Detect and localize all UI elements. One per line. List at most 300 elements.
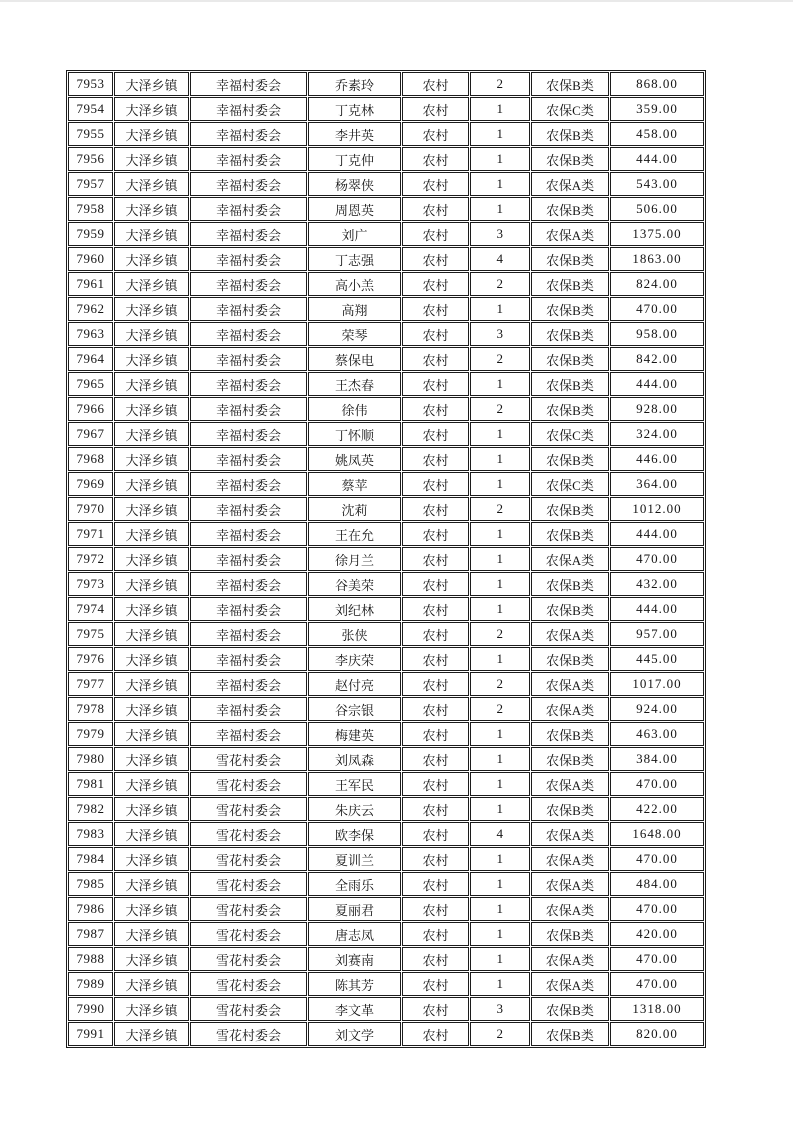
table-row xyxy=(68,522,704,546)
benefits-table-body xyxy=(68,72,704,1046)
cell-amount: 470.00 xyxy=(610,947,704,971)
cell-name: 李庆荣 xyxy=(308,647,401,671)
cell-count: 3 xyxy=(470,322,530,346)
cell-village: 幸福村委会 xyxy=(190,397,307,421)
cell-amount: 820.00 xyxy=(610,1022,704,1046)
cell-town: 大泽乡镇 xyxy=(114,397,189,421)
cell-village: 幸福村委会 xyxy=(190,422,307,446)
table-row xyxy=(68,347,704,371)
cell-village: 幸福村委会 xyxy=(190,447,307,471)
cell-amount: 445.00 xyxy=(610,647,704,671)
cell-amount: 384.00 xyxy=(610,747,704,771)
cell-count: 1 xyxy=(470,797,530,821)
cell-village: 幸福村委会 xyxy=(190,297,307,321)
cell-category: 农村 xyxy=(402,222,469,246)
cell-name: 李文革 xyxy=(308,997,401,1021)
cell-category: 农村 xyxy=(402,372,469,396)
cell-category: 农村 xyxy=(402,497,469,521)
cell-village: 雪花村委会 xyxy=(190,972,307,996)
table-row xyxy=(68,997,704,1021)
cell-insurance: 农保B类 xyxy=(531,322,609,346)
cell-amount: 924.00 xyxy=(610,697,704,721)
cell-name: 刘赛南 xyxy=(308,947,401,971)
cell-town: 大泽乡镇 xyxy=(114,372,189,396)
cell-name: 李井英 xyxy=(308,122,401,146)
cell-village: 雪花村委会 xyxy=(190,797,307,821)
table-row xyxy=(68,597,704,621)
cell-insurance: 农保B类 xyxy=(531,447,609,471)
cell-count: 1 xyxy=(470,197,530,221)
cell-category: 农村 xyxy=(402,297,469,321)
cell-id: 7979 xyxy=(68,722,113,746)
cell-count: 3 xyxy=(470,222,530,246)
cell-insurance: 农保B类 xyxy=(531,722,609,746)
cell-count: 2 xyxy=(470,272,530,296)
table-row xyxy=(68,172,704,196)
cell-amount: 444.00 xyxy=(610,597,704,621)
cell-amount: 422.00 xyxy=(610,797,704,821)
cell-insurance: 农保C类 xyxy=(531,422,609,446)
cell-id: 7975 xyxy=(68,622,113,646)
cell-town: 大泽乡镇 xyxy=(114,347,189,371)
cell-count: 1 xyxy=(470,422,530,446)
cell-town: 大泽乡镇 xyxy=(114,147,189,171)
table-row xyxy=(68,497,704,521)
cell-name: 夏丽君 xyxy=(308,897,401,921)
cell-town: 大泽乡镇 xyxy=(114,72,189,96)
cell-village: 幸福村委会 xyxy=(190,172,307,196)
cell-name: 丁怀顺 xyxy=(308,422,401,446)
cell-category: 农村 xyxy=(402,272,469,296)
cell-village: 幸福村委会 xyxy=(190,122,307,146)
table-row xyxy=(68,922,704,946)
cell-category: 农村 xyxy=(402,772,469,796)
table-row xyxy=(68,147,704,171)
cell-village: 幸福村委会 xyxy=(190,197,307,221)
cell-insurance: 农保B类 xyxy=(531,497,609,521)
cell-town: 大泽乡镇 xyxy=(114,422,189,446)
cell-insurance: 农保B类 xyxy=(531,197,609,221)
table-row xyxy=(68,572,704,596)
cell-name: 陈其芳 xyxy=(308,972,401,996)
cell-amount: 543.00 xyxy=(610,172,704,196)
cell-town: 大泽乡镇 xyxy=(114,597,189,621)
cell-category: 农村 xyxy=(402,322,469,346)
cell-id: 7988 xyxy=(68,947,113,971)
cell-id: 7968 xyxy=(68,447,113,471)
cell-insurance: 农保A类 xyxy=(531,772,609,796)
cell-category: 农村 xyxy=(402,997,469,1021)
cell-count: 1 xyxy=(470,522,530,546)
cell-village: 雪花村委会 xyxy=(190,947,307,971)
table-row xyxy=(68,422,704,446)
cell-category: 农村 xyxy=(402,672,469,696)
cell-id: 7981 xyxy=(68,772,113,796)
cell-insurance: 农保B类 xyxy=(531,1022,609,1046)
cell-town: 大泽乡镇 xyxy=(114,747,189,771)
cell-category: 农村 xyxy=(402,797,469,821)
cell-id: 7954 xyxy=(68,97,113,121)
cell-town: 大泽乡镇 xyxy=(114,922,189,946)
table-row xyxy=(68,672,704,696)
cell-id: 7959 xyxy=(68,222,113,246)
cell-town: 大泽乡镇 xyxy=(114,447,189,471)
cell-name: 刘文学 xyxy=(308,1022,401,1046)
cell-name: 丁克林 xyxy=(308,97,401,121)
cell-count: 2 xyxy=(470,497,530,521)
cell-amount: 359.00 xyxy=(610,97,704,121)
cell-name: 周恩英 xyxy=(308,197,401,221)
cell-name: 谷美荣 xyxy=(308,572,401,596)
cell-insurance: 农保B类 xyxy=(531,247,609,271)
cell-village: 幸福村委会 xyxy=(190,672,307,696)
cell-amount: 324.00 xyxy=(610,422,704,446)
cell-category: 农村 xyxy=(402,722,469,746)
cell-amount: 842.00 xyxy=(610,347,704,371)
cell-id: 7974 xyxy=(68,597,113,621)
cell-count: 2 xyxy=(470,397,530,421)
table-row xyxy=(68,547,704,571)
cell-amount: 470.00 xyxy=(610,297,704,321)
cell-insurance: 农保A类 xyxy=(531,847,609,871)
cell-name: 高小羔 xyxy=(308,272,401,296)
cell-village: 雪花村委会 xyxy=(190,872,307,896)
cell-town: 大泽乡镇 xyxy=(114,672,189,696)
cell-name: 蔡苹 xyxy=(308,472,401,496)
cell-count: 1 xyxy=(470,597,530,621)
cell-village: 幸福村委会 xyxy=(190,497,307,521)
cell-count: 1 xyxy=(470,172,530,196)
cell-town: 大泽乡镇 xyxy=(114,722,189,746)
cell-category: 农村 xyxy=(402,1022,469,1046)
cell-amount: 958.00 xyxy=(610,322,704,346)
cell-village: 雪花村委会 xyxy=(190,822,307,846)
cell-insurance: 农保B类 xyxy=(531,797,609,821)
cell-count: 4 xyxy=(470,247,530,271)
cell-village: 幸福村委会 xyxy=(190,647,307,671)
cell-category: 农村 xyxy=(402,347,469,371)
cell-town: 大泽乡镇 xyxy=(114,622,189,646)
cell-insurance: 农保A类 xyxy=(531,622,609,646)
cell-village: 幸福村委会 xyxy=(190,722,307,746)
cell-insurance: 农保A类 xyxy=(531,222,609,246)
cell-village: 雪花村委会 xyxy=(190,1022,307,1046)
table-row xyxy=(68,97,704,121)
cell-category: 农村 xyxy=(402,897,469,921)
cell-id: 7990 xyxy=(68,997,113,1021)
page-top-edge xyxy=(0,0,793,2)
cell-count: 1 xyxy=(470,922,530,946)
cell-village: 幸福村委会 xyxy=(190,247,307,271)
table-row xyxy=(68,747,704,771)
table-row xyxy=(68,197,704,221)
cell-count: 1 xyxy=(470,122,530,146)
table-row xyxy=(68,372,704,396)
cell-village: 幸福村委会 xyxy=(190,472,307,496)
cell-name: 刘凤森 xyxy=(308,747,401,771)
cell-insurance: 农保B类 xyxy=(531,347,609,371)
cell-town: 大泽乡镇 xyxy=(114,322,189,346)
cell-id: 7953 xyxy=(68,72,113,96)
cell-town: 大泽乡镇 xyxy=(114,572,189,596)
table-row xyxy=(68,472,704,496)
cell-id: 7973 xyxy=(68,572,113,596)
cell-count: 2 xyxy=(470,72,530,96)
cell-insurance: 农保A类 xyxy=(531,822,609,846)
cell-name: 梅建英 xyxy=(308,722,401,746)
cell-village: 幸福村委会 xyxy=(190,572,307,596)
cell-id: 7985 xyxy=(68,872,113,896)
cell-name: 王杰春 xyxy=(308,372,401,396)
cell-count: 1 xyxy=(470,947,530,971)
cell-category: 农村 xyxy=(402,922,469,946)
cell-insurance: 农保B类 xyxy=(531,72,609,96)
cell-count: 1 xyxy=(470,972,530,996)
cell-id: 7956 xyxy=(68,147,113,171)
cell-insurance: 农保C类 xyxy=(531,97,609,121)
cell-town: 大泽乡镇 xyxy=(114,222,189,246)
cell-town: 大泽乡镇 xyxy=(114,997,189,1021)
cell-category: 农村 xyxy=(402,547,469,571)
table-row xyxy=(68,722,704,746)
table-row xyxy=(68,322,704,346)
cell-amount: 1648.00 xyxy=(610,822,704,846)
cell-village: 幸福村委会 xyxy=(190,97,307,121)
cell-name: 徐月兰 xyxy=(308,547,401,571)
cell-count: 1 xyxy=(470,147,530,171)
table-row xyxy=(68,897,704,921)
cell-amount: 484.00 xyxy=(610,872,704,896)
cell-name: 乔素玲 xyxy=(308,72,401,96)
cell-town: 大泽乡镇 xyxy=(114,172,189,196)
cell-count: 2 xyxy=(470,697,530,721)
cell-id: 7970 xyxy=(68,497,113,521)
cell-amount: 446.00 xyxy=(610,447,704,471)
cell-count: 1 xyxy=(470,472,530,496)
cell-count: 1 xyxy=(470,372,530,396)
cell-insurance: 农保B类 xyxy=(531,747,609,771)
cell-category: 农村 xyxy=(402,847,469,871)
cell-amount: 506.00 xyxy=(610,197,704,221)
cell-name: 丁志强 xyxy=(308,247,401,271)
cell-count: 2 xyxy=(470,1022,530,1046)
cell-id: 7984 xyxy=(68,847,113,871)
cell-count: 1 xyxy=(470,572,530,596)
benefits-table xyxy=(66,70,706,1048)
cell-village: 幸福村委会 xyxy=(190,72,307,96)
table-row xyxy=(68,697,704,721)
cell-id: 7991 xyxy=(68,1022,113,1046)
cell-category: 农村 xyxy=(402,572,469,596)
cell-town: 大泽乡镇 xyxy=(114,497,189,521)
cell-amount: 420.00 xyxy=(610,922,704,946)
cell-category: 农村 xyxy=(402,647,469,671)
cell-village: 幸福村委会 xyxy=(190,322,307,346)
cell-id: 7962 xyxy=(68,297,113,321)
cell-village: 雪花村委会 xyxy=(190,772,307,796)
cell-insurance: 农保B类 xyxy=(531,647,609,671)
cell-amount: 444.00 xyxy=(610,522,704,546)
cell-insurance: 农保C类 xyxy=(531,472,609,496)
cell-amount: 458.00 xyxy=(610,122,704,146)
cell-name: 姚凤英 xyxy=(308,447,401,471)
cell-town: 大泽乡镇 xyxy=(114,972,189,996)
cell-town: 大泽乡镇 xyxy=(114,272,189,296)
cell-amount: 364.00 xyxy=(610,472,704,496)
cell-village: 幸福村委会 xyxy=(190,272,307,296)
cell-id: 7966 xyxy=(68,397,113,421)
cell-amount: 824.00 xyxy=(610,272,704,296)
cell-town: 大泽乡镇 xyxy=(114,822,189,846)
cell-village: 幸福村委会 xyxy=(190,597,307,621)
cell-name: 欧李保 xyxy=(308,822,401,846)
cell-insurance: 农保A类 xyxy=(531,672,609,696)
table-row xyxy=(68,1022,704,1046)
cell-insurance: 农保A类 xyxy=(531,897,609,921)
cell-village: 雪花村委会 xyxy=(190,747,307,771)
cell-insurance: 农保B类 xyxy=(531,597,609,621)
cell-category: 农村 xyxy=(402,172,469,196)
cell-town: 大泽乡镇 xyxy=(114,1022,189,1046)
cell-id: 7967 xyxy=(68,422,113,446)
cell-town: 大泽乡镇 xyxy=(114,247,189,271)
table-row xyxy=(68,847,704,871)
cell-insurance: 农保B类 xyxy=(531,372,609,396)
cell-id: 7986 xyxy=(68,897,113,921)
cell-name: 全雨乐 xyxy=(308,872,401,896)
cell-village: 雪花村委会 xyxy=(190,897,307,921)
cell-insurance: 农保A类 xyxy=(531,547,609,571)
cell-id: 7965 xyxy=(68,372,113,396)
cell-name: 刘广 xyxy=(308,222,401,246)
cell-amount: 432.00 xyxy=(610,572,704,596)
cell-amount: 463.00 xyxy=(610,722,704,746)
cell-count: 1 xyxy=(470,297,530,321)
cell-town: 大泽乡镇 xyxy=(114,547,189,571)
table-row xyxy=(68,272,704,296)
cell-insurance: 农保A类 xyxy=(531,172,609,196)
cell-amount: 470.00 xyxy=(610,847,704,871)
cell-category: 农村 xyxy=(402,397,469,421)
cell-village: 雪花村委会 xyxy=(190,922,307,946)
cell-name: 丁克仲 xyxy=(308,147,401,171)
cell-village: 幸福村委会 xyxy=(190,622,307,646)
cell-id: 7955 xyxy=(68,122,113,146)
cell-village: 幸福村委会 xyxy=(190,147,307,171)
cell-town: 大泽乡镇 xyxy=(114,647,189,671)
cell-count: 1 xyxy=(470,847,530,871)
cell-amount: 470.00 xyxy=(610,972,704,996)
cell-category: 农村 xyxy=(402,247,469,271)
table-row xyxy=(68,72,704,96)
cell-insurance: 农保B类 xyxy=(531,522,609,546)
cell-count: 4 xyxy=(470,822,530,846)
cell-village: 幸福村委会 xyxy=(190,522,307,546)
cell-id: 7960 xyxy=(68,247,113,271)
cell-id: 7976 xyxy=(68,647,113,671)
cell-id: 7961 xyxy=(68,272,113,296)
cell-category: 农村 xyxy=(402,822,469,846)
cell-village: 幸福村委会 xyxy=(190,347,307,371)
cell-town: 大泽乡镇 xyxy=(114,122,189,146)
cell-insurance: 农保B类 xyxy=(531,122,609,146)
table-row xyxy=(68,797,704,821)
cell-amount: 470.00 xyxy=(610,897,704,921)
cell-id: 7972 xyxy=(68,547,113,571)
table-row xyxy=(68,872,704,896)
cell-town: 大泽乡镇 xyxy=(114,847,189,871)
cell-category: 农村 xyxy=(402,697,469,721)
cell-name: 高翔 xyxy=(308,297,401,321)
cell-category: 农村 xyxy=(402,947,469,971)
cell-town: 大泽乡镇 xyxy=(114,297,189,321)
cell-count: 1 xyxy=(470,447,530,471)
cell-category: 农村 xyxy=(402,122,469,146)
cell-town: 大泽乡镇 xyxy=(114,897,189,921)
cell-name: 张侠 xyxy=(308,622,401,646)
cell-category: 农村 xyxy=(402,597,469,621)
cell-insurance: 农保A类 xyxy=(531,872,609,896)
cell-category: 农村 xyxy=(402,447,469,471)
cell-insurance: 农保B类 xyxy=(531,272,609,296)
cell-town: 大泽乡镇 xyxy=(114,197,189,221)
cell-village: 幸福村委会 xyxy=(190,547,307,571)
cell-count: 1 xyxy=(470,547,530,571)
cell-id: 7964 xyxy=(68,347,113,371)
cell-name: 王在允 xyxy=(308,522,401,546)
table-row xyxy=(68,622,704,646)
cell-category: 农村 xyxy=(402,147,469,171)
cell-village: 幸福村委会 xyxy=(190,697,307,721)
cell-count: 1 xyxy=(470,872,530,896)
cell-count: 2 xyxy=(470,622,530,646)
cell-town: 大泽乡镇 xyxy=(114,697,189,721)
cell-name: 唐志凤 xyxy=(308,922,401,946)
cell-amount: 470.00 xyxy=(610,772,704,796)
cell-insurance: 农保B类 xyxy=(531,922,609,946)
cell-name: 夏训兰 xyxy=(308,847,401,871)
cell-count: 1 xyxy=(470,647,530,671)
table-row xyxy=(68,822,704,846)
cell-village: 幸福村委会 xyxy=(190,372,307,396)
cell-insurance: 农保A类 xyxy=(531,697,609,721)
cell-count: 1 xyxy=(470,897,530,921)
cell-town: 大泽乡镇 xyxy=(114,472,189,496)
table-row xyxy=(68,297,704,321)
cell-amount: 444.00 xyxy=(610,147,704,171)
cell-id: 7982 xyxy=(68,797,113,821)
cell-name: 刘纪林 xyxy=(308,597,401,621)
cell-category: 农村 xyxy=(402,72,469,96)
cell-count: 2 xyxy=(470,672,530,696)
table-row xyxy=(68,947,704,971)
cell-id: 7969 xyxy=(68,472,113,496)
table-row xyxy=(68,247,704,271)
cell-category: 农村 xyxy=(402,422,469,446)
cell-insurance: 农保A类 xyxy=(531,972,609,996)
cell-amount: 928.00 xyxy=(610,397,704,421)
cell-insurance: 农保B类 xyxy=(531,997,609,1021)
cell-amount: 957.00 xyxy=(610,622,704,646)
cell-id: 7980 xyxy=(68,747,113,771)
cell-town: 大泽乡镇 xyxy=(114,797,189,821)
cell-village: 雪花村委会 xyxy=(190,847,307,871)
cell-name: 蔡保电 xyxy=(308,347,401,371)
cell-name: 王军民 xyxy=(308,772,401,796)
table-row xyxy=(68,447,704,471)
cell-amount: 1012.00 xyxy=(610,497,704,521)
cell-village: 幸福村委会 xyxy=(190,222,307,246)
